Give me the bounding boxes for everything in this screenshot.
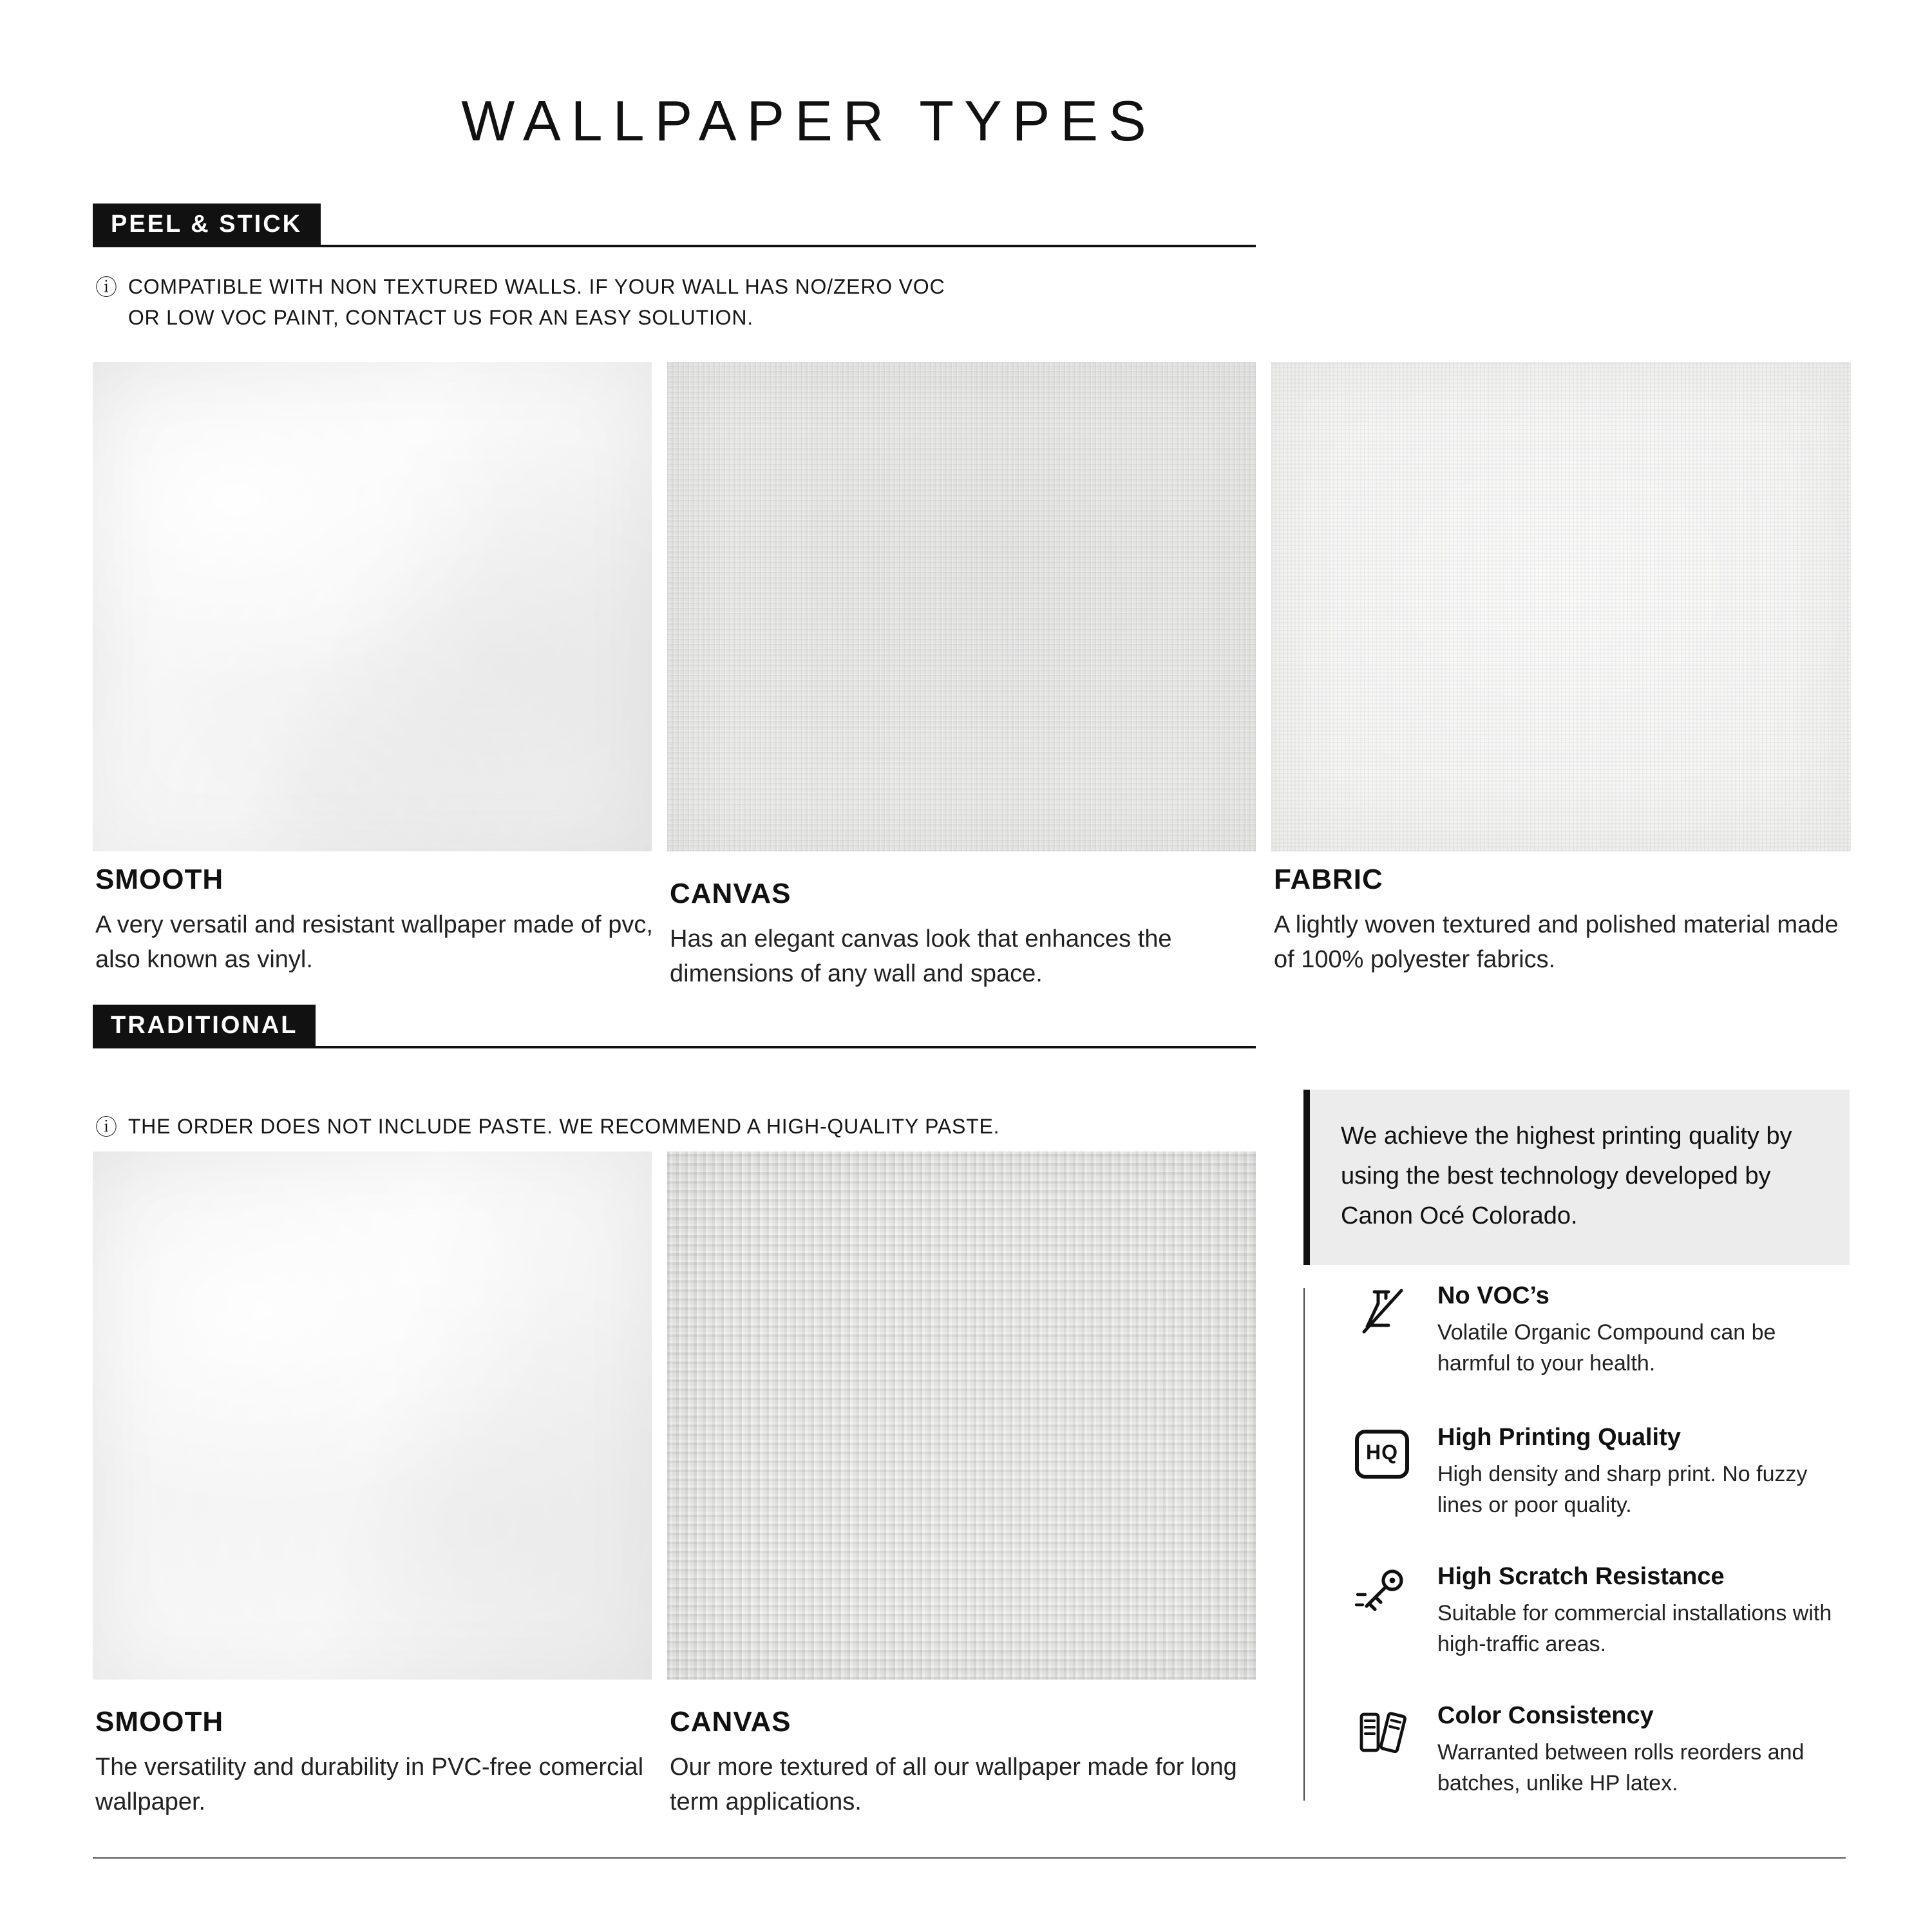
swatch-name: SMOOTH bbox=[95, 863, 224, 895]
swatch-image-traditional-smooth bbox=[93, 1151, 652, 1680]
swatch-name: CANVAS bbox=[670, 1705, 791, 1738]
feature-title: High Printing Quality bbox=[1437, 1425, 1681, 1452]
feature-color-consistency bbox=[1352, 1703, 1837, 1799]
feature-description: Volatile Organic Compound can be harmful to your health. bbox=[1437, 1320, 1776, 1376]
swatch-description: A very versatil and resistant wallpaper made of pvc, also known as vinyl. bbox=[95, 912, 653, 974]
hq-badge-icon bbox=[1352, 1425, 1412, 1484]
section-header-traditional bbox=[93, 1007, 1256, 1048]
feature-description: Warranted between rolls reorders and batches, unlike HP latex. bbox=[1437, 1740, 1804, 1795]
swatch-description: Has an elegant canvas look that enhances the dimensions of any wall and space. bbox=[670, 926, 1172, 988]
swatch-description: The versatility and durability in PVC-free comercial wallpaper. bbox=[95, 1754, 644, 1816]
swatch-description: Our more textured of all our wallpaper made for long term applications. bbox=[670, 1754, 1237, 1816]
feature-no-voc bbox=[1352, 1283, 1837, 1379]
no-voc-icon bbox=[1352, 1283, 1412, 1342]
caption-peel-fabric bbox=[1274, 863, 1856, 978]
hq-badge-label: HQ bbox=[1355, 1430, 1409, 1479]
feature-description: High density and sharp print. No fuzzy lines or poor quality. bbox=[1437, 1462, 1808, 1517]
feature-title: High Scratch Resistance bbox=[1437, 1564, 1725, 1591]
swatch-image-peel-fabric bbox=[1271, 362, 1851, 851]
section-label-traditional: TRADITIONAL bbox=[93, 1005, 316, 1048]
caption-traditional-canvas bbox=[670, 1705, 1262, 1820]
swatch-name: CANVAS bbox=[670, 877, 791, 909]
print-quality-quote bbox=[1303, 1090, 1850, 1265]
info-icon: ⓘ bbox=[95, 1115, 118, 1140]
bottom-divider bbox=[93, 1857, 1846, 1859]
swatch-image-traditional-canvas bbox=[667, 1151, 1256, 1680]
features-divider bbox=[1303, 1288, 1305, 1801]
caption-peel-smooth bbox=[95, 863, 662, 978]
section-header-peel-stick bbox=[93, 206, 1256, 247]
traditional-note-text: THE ORDER DOES NOT INCLUDE PASTE. WE RECOMMEND A HIGH-QUALITY PASTE. bbox=[128, 1117, 1000, 1139]
swatch-image-peel-smooth bbox=[93, 362, 652, 851]
traditional-note bbox=[95, 1113, 999, 1144]
feature-high-printing-quality bbox=[1352, 1425, 1837, 1520]
feature-description: Suitable for commercial installations with high-traffic areas. bbox=[1437, 1601, 1832, 1656]
swatch-description: A lightly woven textured and polished material made of 100% polyester fabrics. bbox=[1274, 912, 1839, 974]
peel-stick-note-text: COMPATIBLE WITH NON TEXTURED WALLS. IF YOUR WALL HAS NO/ZERO VOC OR LOW VOC PAINT, CONTACT US FOR AN EASY SOLUTION. bbox=[128, 277, 945, 330]
info-icon: ⓘ bbox=[95, 276, 118, 300]
key-scratch-icon bbox=[1352, 1564, 1412, 1623]
page-title: WALLPAPER TYPES bbox=[461, 90, 1157, 153]
caption-traditional-smooth bbox=[95, 1705, 662, 1820]
print-quality-quote-text: We achieve the highest printing quality by using the best technology developed by Canon Océ Colorado. bbox=[1341, 1123, 1792, 1230]
color-swatches-icon bbox=[1352, 1703, 1412, 1762]
feature-title: Color Consistency bbox=[1437, 1703, 1654, 1730]
swatch-image-peel-canvas bbox=[667, 362, 1256, 851]
feature-high-scratch-resistance bbox=[1352, 1564, 1837, 1660]
peel-stick-note bbox=[95, 273, 945, 335]
caption-peel-canvas bbox=[670, 877, 1262, 992]
section-label-peel-stick: PEEL & STICK bbox=[93, 204, 320, 247]
swatch-name: SMOOTH bbox=[95, 1705, 224, 1738]
feature-title: No VOC’s bbox=[1437, 1283, 1549, 1310]
swatch-name: FABRIC bbox=[1274, 863, 1383, 895]
